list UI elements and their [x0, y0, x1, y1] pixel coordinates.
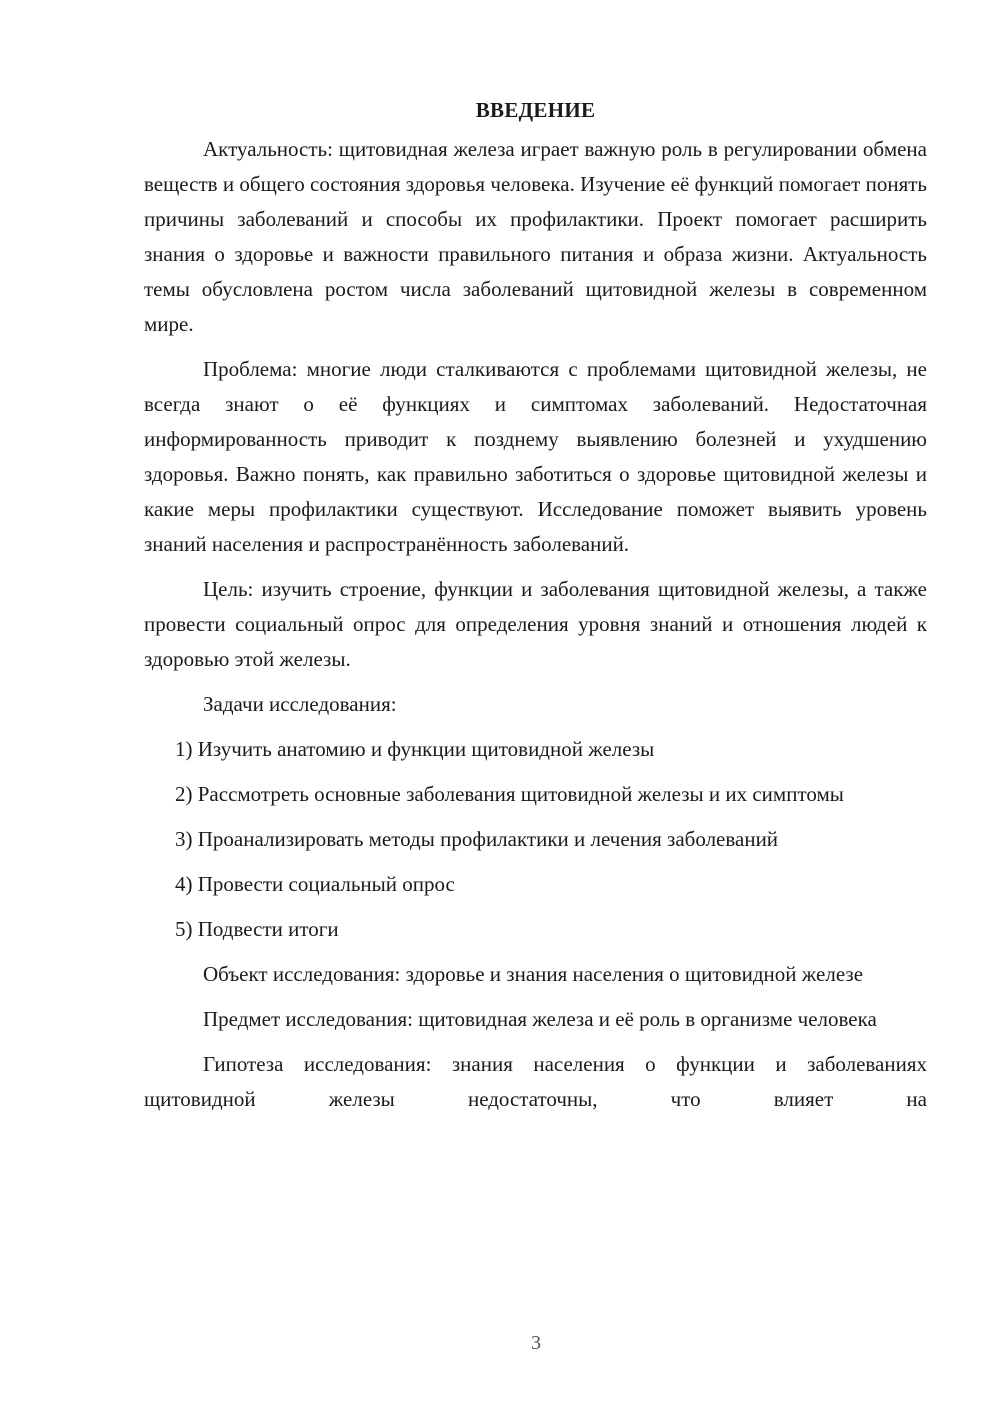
tasks-list — [144, 732, 927, 947]
tasks-heading: Задачи исследования: — [203, 692, 397, 716]
list-item: 1) Изучить анатомию и функции щитовидной железы — [175, 737, 655, 761]
paragraph-relevance: Актуальность: щитовидная железа играет важную роль в регулировании обмена веществ и общего состояния здоровья человека. Изучение её функций помогает понять причины заболеваний и способы их профилактики. Проект помогает расширить знания о здоровье и важности правильного питания и образа жизни. Актуальность темы обусловлена ростом числа заболеваний щитовидной железы в современном мире. — [144, 137, 927, 336]
document-page — [144, 88, 927, 1117]
list-item: 3) Проанализировать методы профилактики и лечения заболеваний — [175, 827, 779, 851]
list-item: 2) Рассмотреть основные заболевания щитовидной железы и их симптомы — [175, 782, 844, 806]
paragraph-hypothesis: Гипотеза исследования: знания населения о функции и заболеваниях щитовидной железы недостаточны, что влияет на — [144, 1052, 927, 1111]
paragraph-subject: Предмет исследования: щитовидная железа и её роль в организме человека — [203, 1007, 877, 1031]
page-title: ВВЕДЕНИЕ — [475, 98, 596, 122]
page-number: 3 — [531, 1332, 541, 1354]
paragraph-goal: Цель: изучить строение, функции и заболевания щитовидной железы, а также провести социальный опрос для определения уровня знаний и отношения людей к здоровью этой железы. — [144, 577, 927, 671]
paragraph-problem: Проблема: многие люди сталкиваются с проблемами щитовидной железы, не всегда знают о её функциях и симптомах заболеваний. Недостаточная информированность приводит к позднему выявлению болезней и ухудшению здоровья. Важно понять, как правильно заботиться о здоровье щитовидной железы и какие меры профилактики существуют. Исследование поможет выявить уровень знаний населения и распространённость заболеваний. — [144, 357, 927, 556]
list-item: 5) Подвести итоги — [175, 917, 339, 941]
list-item: 4) Провести социальный опрос — [175, 872, 455, 896]
paragraph-object: Объект исследования: здоровье и знания населения о щитовидной железе — [203, 962, 864, 986]
